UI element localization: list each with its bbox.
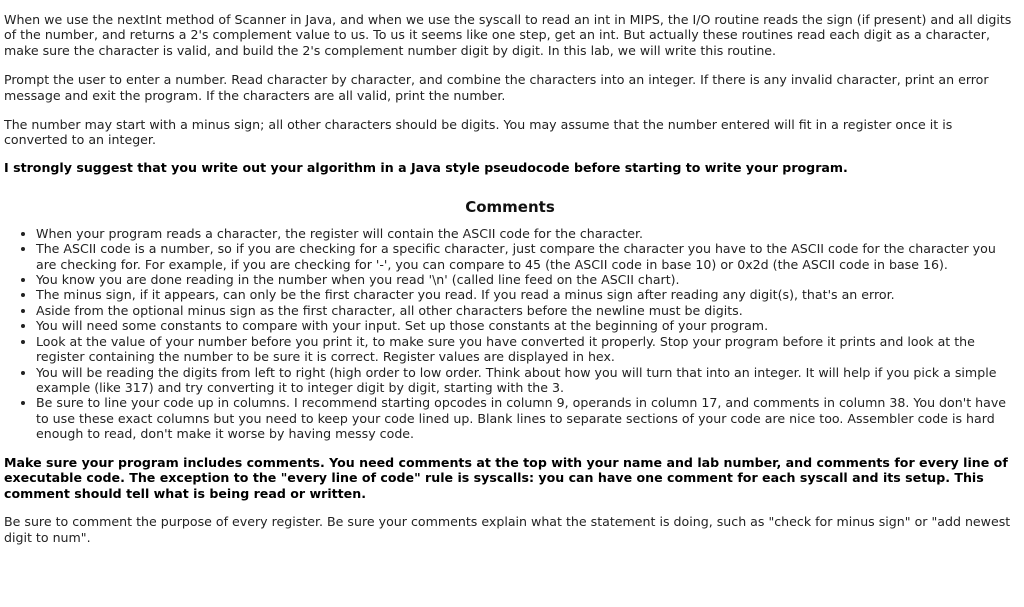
comments-list	[4, 226, 1016, 442]
number-rule-paragraph: The number may start with a minus sign; all other characters should be digits. You may assume that the number entered will fit in a register once it is converted to an integer.	[4, 117, 953, 148]
intro-paragraph: When we use the nextInt method of Scanner in Java, and when we use the syscall to read an int in MIPS, the I/O routine reads the sign (if present) and all digits of the number, and returns a 2's complement value to us. To us it seems like one step, get an int. But actually these routines read each digit as a character, make sure the character is valid, and build the 2's complement number digit by digit. In this lab, we will write this routine.	[4, 12, 1012, 58]
register-note-paragraph: Be sure to comment the purpose of every register. Be sure your comments explain what the statement is doing, such as "check for minus sign" or "add newest digit to num".	[4, 514, 1011, 545]
list-item: • You know you are done reading in the number when you read '\n' (called line feed on the ASCII chart).	[36, 272, 1016, 287]
list-item: • When your program reads a character, the register will contain the ASCII code for the character.	[36, 226, 1016, 241]
list-item: • You will need some constants to compare with your input. Set up those constants at the beginning of your program.	[36, 318, 1016, 333]
list-item: • Look at the value of your number before you print it, to make sure you have converted it properly. Stop your program before it prints and look at the register containing the number to be sure it is correct. Register values are displayed in hex.	[36, 334, 1016, 365]
pseudocode-suggestion: I strongly suggest that you write out your algorithm in a Java style pseudocode before starting to write your program.	[4, 159, 848, 175]
list-item: • You will be reading the digits from left to right (high order to low order. Think about how you will turn that into an integer. It will help if you pick a simple example (like 317) and try converting it to integer digit by digit, starting with the 3.	[36, 365, 1016, 396]
comments-heading: Comments	[465, 197, 555, 216]
lab-instructions	[4, 12, 1016, 545]
prompt-paragraph: Prompt the user to enter a number. Read character by character, and combine the characters into an integer. If there is any invalid character, print an error message and exit the program. If the characters are all valid, print the number.	[4, 72, 989, 103]
list-item: • The ASCII code is a number, so if you are checking for a specific character, just compare the character you have to the ASCII code for the character you are checking for. For example, if you are checking for '-', you can compare to 45 (the ASCII code in base 10) or 0x2d (the ASCII code in base 16).	[36, 241, 1016, 272]
list-item: • Be sure to line your code up in columns. I recommend starting opcodes in column 9, operands in column 17, and comments in column 38. You don't have to use these exact columns but you need to keep your code lined up. Blank lines to separate sections of your code are nice too. Assembler code is hard enough to read, don't make it worse by having messy code.	[36, 395, 1016, 441]
list-item: • Aside from the optional minus sign as the first character, all other characters before the newline must be digits.	[36, 303, 1016, 318]
comment-requirement-paragraph: Make sure your program includes comments. You need comments at the top with your name and lab number, and comments for every line of executable code. The exception to the "every line of code" rule is syscalls: you can have one comment for each syscall and its setup. This comment should tell what is being read or written.	[4, 454, 1008, 501]
list-item: • The minus sign, if it appears, can only be the first character you read. If you read a minus sign after reading any digit(s), that's an error.	[36, 287, 1016, 302]
